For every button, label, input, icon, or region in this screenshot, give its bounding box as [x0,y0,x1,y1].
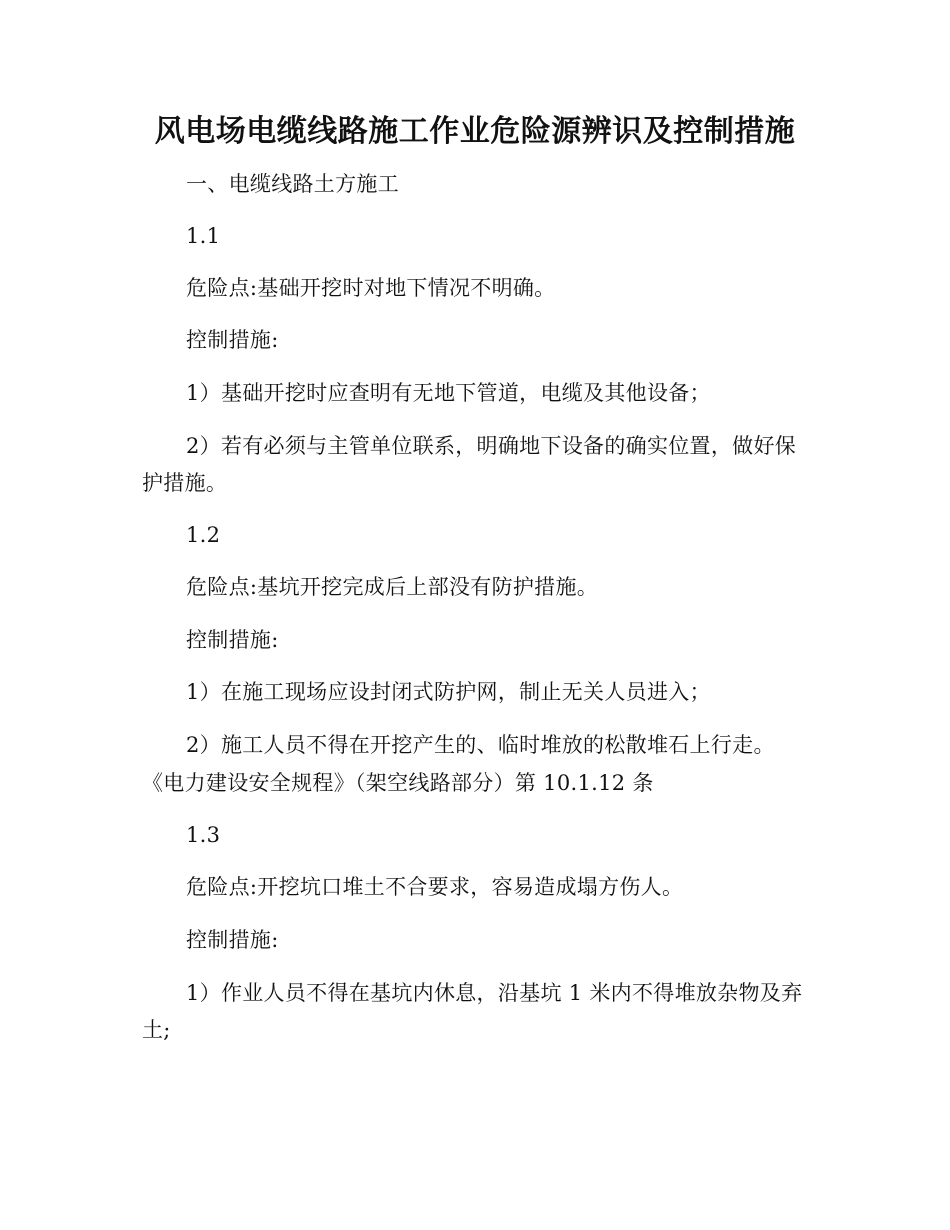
measure-text: 2）若有必须与主管单位联系，明确地下设备的确实位置，做好保 [186,434,797,458]
measure-text-continued: 土; [142,1018,171,1042]
section-heading: 一、电缆线路土方施工 [186,172,399,196]
item-number: 1.3 [186,823,221,847]
control-measures-label: 控制措施: [186,928,279,952]
measure-text: 1）基础开挖时应查明有无地下管道，电缆及其他设备； [186,381,711,405]
measure-text: 1）作业人员不得在基坑内休息，沿基坑 1 米内不得堆放杂物及弃 [186,981,803,1005]
hazard-point: 危险点:基础开挖时对地下情况不明确。 [186,276,556,300]
hazard-point: 危险点:开挖坑口堆土不合要求，容易造成塌方伤人。 [186,875,684,899]
item-number: 1.1 [186,224,221,248]
measure-text-continued: 护措施。 [142,471,228,495]
measure-text: 1）在施工现场应设封闭式防护网，制止无关人员进入； [186,680,711,704]
document-title: 风电场电缆线路施工作业危险源辨识及控制措施 [154,114,796,149]
measure-text: 2）施工人员不得在开挖产生的、临时堆放的松散堆石上行走。 [186,733,775,757]
regulation-reference: 《电力建设安全规程》（架空线路部分）第 10.1.12 条 [142,771,654,795]
hazard-point: 危险点:基坑开挖完成后上部没有防护措施。 [186,575,599,599]
item-number: 1.2 [186,523,221,547]
control-measures-label: 控制措施: [186,328,279,352]
control-measures-label: 控制措施: [186,628,279,652]
